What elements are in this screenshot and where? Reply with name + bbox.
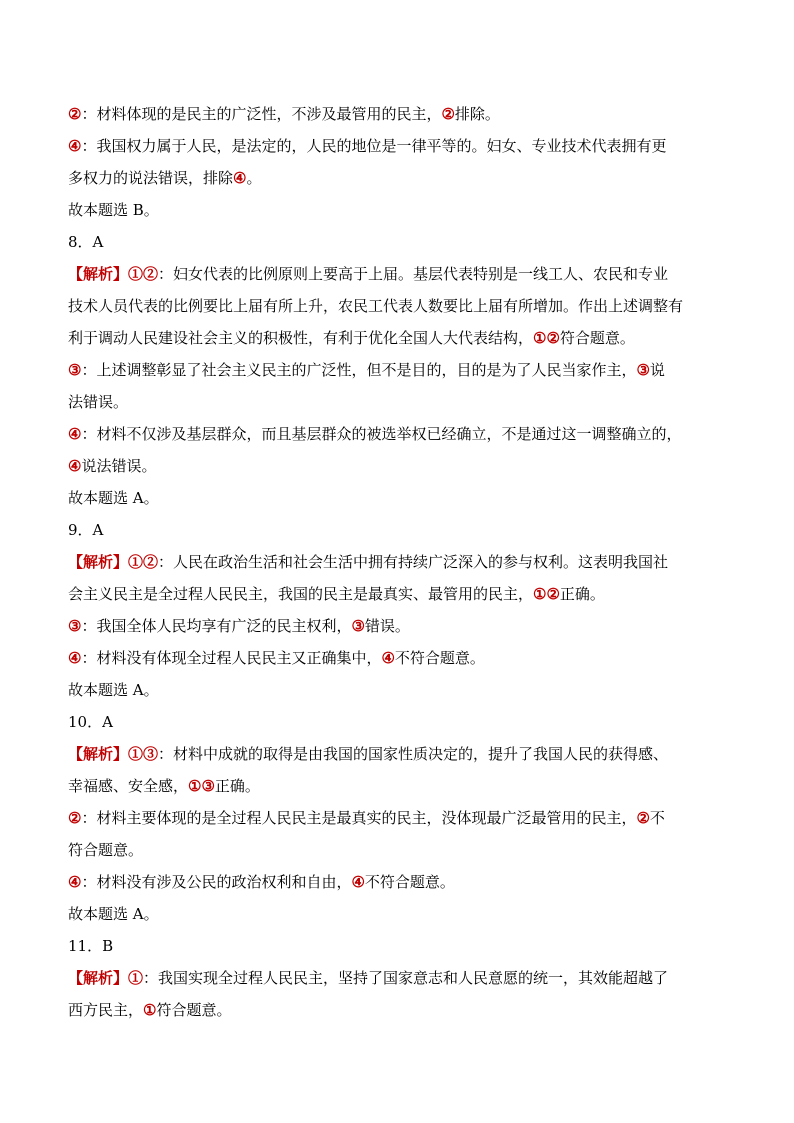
text-line: [68, 514, 728, 546]
text-line: [68, 962, 728, 994]
text-line: [68, 354, 728, 386]
option-marker: ④: [233, 169, 247, 187]
option-marker: ④: [68, 137, 82, 155]
text-line: [68, 290, 728, 322]
text-segment: ：我国实现全过程人民民主，坚持了国家意志和人民意愿的统一，其效能超越了: [143, 969, 669, 987]
text-line: [68, 706, 728, 738]
text-segment: 排除。: [454, 105, 500, 123]
text-line: [68, 642, 728, 674]
text-segment: 不符合题意。: [394, 649, 485, 667]
option-marker: ②: [441, 105, 455, 123]
text-segment: 11．B: [68, 937, 114, 955]
text-segment: 说法错误。: [81, 457, 157, 475]
option-marker: ④: [351, 873, 365, 891]
text-line: [68, 578, 728, 610]
text-segment: ：材料主要体现的是全过程人民民主是最真实的民主，没体现最广泛最管用的民主，: [81, 809, 637, 827]
text-segment: 说: [649, 361, 665, 379]
text-segment: 利于调动人民建设社会主义的积极性，有利于优化全国人大代表结构，: [68, 329, 534, 347]
text-line: [68, 386, 728, 418]
text-segment: 幸福感、安全感，: [68, 777, 189, 795]
option-marker: ②: [636, 809, 650, 827]
text-segment: ：人民在政治生活和社会生活中拥有持续广泛深入的参与权利。这表明我国社: [158, 553, 669, 571]
text-segment: ：我国全体人民均享有广泛的民主权利，: [81, 617, 352, 635]
text-segment: 10．A: [68, 713, 113, 731]
option-marker: ④: [381, 649, 395, 667]
text-line: [68, 162, 728, 194]
answer-explanation-page: [68, 98, 728, 1026]
text-segment: ：我国权力属于人民，是法定的，人民的地位是一律平等的。妇女、专业技术代表拥有更: [81, 137, 667, 155]
option-marker: ①②: [128, 265, 159, 283]
text-segment: 符合题意。: [156, 1001, 232, 1019]
text-line: [68, 258, 728, 290]
text-segment: 法错误。: [68, 393, 129, 411]
analysis-tag: 【解析】: [68, 745, 129, 763]
text-segment: 符合题意。: [68, 841, 144, 859]
text-line: [68, 482, 728, 514]
option-marker: ④: [68, 649, 82, 667]
option-marker: ③: [68, 361, 82, 379]
text-segment: 不符合题意。: [364, 873, 455, 891]
text-segment: 西方民主，: [68, 1001, 144, 1019]
option-marker: ④: [68, 873, 82, 891]
text-segment: ：材料没有体现全过程人民民主又正确集中，: [81, 649, 382, 667]
analysis-tag: 【解析】: [68, 265, 129, 283]
text-segment: 会主义民主是全过程人民民主，我国的民主是最真实、最管用的民主，: [68, 585, 534, 603]
text-segment: 故本题选 A。: [68, 681, 159, 699]
text-line: [68, 226, 728, 258]
text-line: [68, 994, 728, 1026]
text-line: [68, 194, 728, 226]
text-segment: 。: [246, 169, 262, 187]
option-marker: ①: [143, 1001, 157, 1019]
text-line: [68, 418, 728, 450]
option-marker: ①③: [128, 745, 159, 763]
text-segment: 多权力的说法错误，排除: [68, 169, 234, 187]
option-marker: ①: [128, 969, 144, 987]
option-marker: ④: [68, 457, 82, 475]
text-line: [68, 930, 728, 962]
text-segment: 技术人员代表的比例要比上届有所上升，农民工代表人数要比上届有所增加。作出上述调整有: [68, 297, 684, 315]
text-segment: 不: [649, 809, 665, 827]
text-segment: ：材料体现的是民主的广泛性，不涉及最管用的民主，: [81, 105, 442, 123]
analysis-tag: 【解析】: [68, 969, 129, 987]
text-line: [68, 98, 728, 130]
option-marker: ③: [351, 617, 365, 635]
text-segment: 故本题选 A。: [68, 905, 159, 923]
text-segment: 错误。: [364, 617, 410, 635]
text-line: [68, 610, 728, 642]
option-marker: ②: [68, 809, 82, 827]
text-segment: ：材料没有涉及公民的政治权利和自由，: [81, 873, 352, 891]
text-segment: 符合题意。: [559, 329, 635, 347]
text-line: [68, 866, 728, 898]
option-marker: ①②: [533, 585, 560, 603]
text-line: [68, 674, 728, 706]
text-line: [68, 802, 728, 834]
option-marker: ①②: [533, 329, 560, 347]
option-marker: ②: [68, 105, 82, 123]
text-segment: ：妇女代表的比例原则上要高于上届。基层代表特别是一线工人、农民和专业: [158, 265, 669, 283]
text-segment: 故本题选 B。: [68, 201, 159, 219]
text-segment: 8．A: [68, 233, 104, 251]
text-line: [68, 546, 728, 578]
text-segment: ：材料不仅涉及基层群众，而且基层群众的被选举权已经确立，不是通过这一调整确立的，: [81, 425, 682, 443]
text-segment: ：材料中成就的取得是由我国的国家性质决定的，提升了我国人民的获得感、: [158, 745, 669, 763]
text-segment: 9．A: [68, 521, 104, 539]
text-line: [68, 834, 728, 866]
analysis-tag: 【解析】: [68, 553, 129, 571]
text-line: [68, 898, 728, 930]
text-segment: 正确。: [214, 777, 260, 795]
text-segment: ：上述调整彰显了社会主义民主的广泛性，但不是目的，目的是为了人民当家作主，: [81, 361, 637, 379]
text-line: [68, 130, 728, 162]
text-line: [68, 322, 728, 354]
text-line: [68, 770, 728, 802]
option-marker: ④: [68, 425, 82, 443]
text-line: [68, 738, 728, 770]
option-marker: ③: [68, 617, 82, 635]
text-line: [68, 450, 728, 482]
text-segment: 正确。: [559, 585, 605, 603]
option-marker: ③: [636, 361, 650, 379]
option-marker: ①③: [188, 777, 215, 795]
text-segment: 故本题选 A。: [68, 489, 159, 507]
option-marker: ①②: [128, 553, 159, 571]
